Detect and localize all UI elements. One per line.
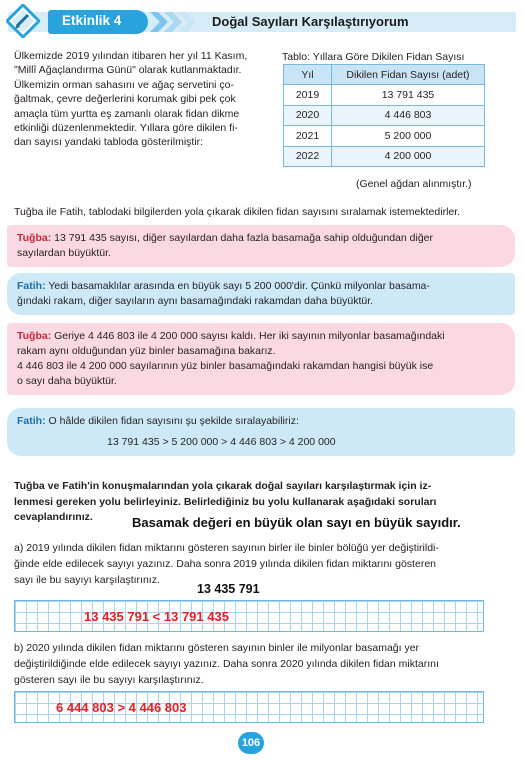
year-cell: 2021: [284, 126, 332, 147]
intro-line: ğaltmak, çevre değerlerini korumak gibi pek çok: [14, 93, 236, 106]
speaker-name: Fatih:: [17, 280, 46, 292]
answer-a: 13 435 791 < 13 791 435: [84, 609, 229, 624]
dialog-line: O hâlde dikilen fidan sayısını şu şekilde sıralayabiliriz:: [48, 415, 299, 427]
handwritten-number: 13 435 791: [197, 582, 260, 596]
count-cell: 5 200 000: [332, 126, 485, 147]
table-row: [284, 105, 485, 126]
dialog-line: 13 791 435 sayısı, diğer sayılardan daha fazla basamağa sahip olduğundan diğer: [54, 232, 433, 244]
dialog-line: rakam aynı olduğundan yüz binler basamağına bakarız.: [17, 345, 276, 357]
dialog-line: o sayı daha büyüktür.: [17, 375, 117, 387]
pencil-badge-icon: [6, 4, 40, 38]
ordering-line: 13 791 435 > 5 200 000 > 4 446 803 > 4 200 000: [107, 436, 336, 448]
table-source: (Genel ağdan alınmıştır.): [356, 178, 472, 190]
intro-paragraph: [14, 49, 276, 150]
dialog-bubble-tugba: [7, 323, 515, 395]
speaker-name: Tuğba:: [17, 330, 52, 342]
dialog-bubble-fatih: [7, 273, 515, 315]
question-line: ğinde elde edilecek sayıyı yazınız. Daha sonra 2019 yılında dikilen fidan miktarını gösteren: [14, 558, 436, 570]
table-row: [284, 126, 485, 147]
dialog-line: Geriye 4 446 803 ile 4 200 000 sayısı kaldı. Her iki sayının milyonlar basamağındaki: [54, 330, 445, 342]
handwritten-rule: Basamak değeri en büyük olan sayı en büyük sayıdır.: [132, 515, 461, 530]
sapling-table: [283, 64, 485, 167]
question-a: [14, 540, 439, 588]
activity-tab: [48, 10, 148, 34]
lead-sentence: Tuğba ile Fatih, tablodaki bilgilerden yola çıkarak dikilen fidan sayısını sıralamak istemektedirler.: [14, 206, 461, 218]
intro-line: etkinliği düzenlenmektedir. Yıllara göre dikilen fi-: [14, 122, 238, 135]
question-line: sayı ile bu sayıyı karşılaştırınız.: [14, 574, 160, 586]
intro-line: Ülkemizin orman sahasını ve ağaç servetini ço-: [14, 78, 235, 91]
dialog-line: sayılardan büyüktür.: [17, 247, 111, 259]
header-arrows-icon: [150, 12, 200, 32]
intro-line: Ülkemizde 2019 yılından itibaren her yıl 11 Kasım,: [14, 50, 248, 62]
activity-label: Etkinlik 4: [62, 13, 122, 28]
question-line: a) 2019 yılında dikilen fidan miktarını gösteren sayının birler ile binler bölüğü yer değiştirildi-: [14, 542, 439, 554]
count-cell: 4 446 803: [332, 105, 485, 126]
speaker-name: Fatih:: [17, 415, 46, 427]
year-cell: 2022: [284, 146, 332, 167]
task-line: cevaplandırınız.: [14, 511, 93, 523]
task-line: lenmesi gereken yolu belirleyiniz. Belirlediğiniz bu yolu kullanarak aşağıdaki soruları: [14, 495, 437, 508]
table-row: [284, 146, 485, 167]
year-cell: 2020: [284, 105, 332, 126]
table-row: [284, 85, 485, 106]
intro-line: dan sayısı yandaki tabloda gösterilmiştir:: [14, 136, 204, 149]
column-header-count: Dikilen Fidan Sayısı (adet): [332, 65, 485, 85]
question-b: [14, 640, 439, 688]
speaker-name: Tuğba:: [17, 232, 52, 244]
question-line: değiştirildiğinde elde edilecek sayıyı yazınız. Daha sonra 2020 yılında dikilen fidan miktarını: [14, 658, 439, 670]
activity-header: [0, 0, 523, 44]
count-cell: 13 791 435: [332, 85, 485, 106]
intro-line: "Millî Ağaçlandırma Günü" olarak kutlanmaktadır.: [14, 64, 242, 77]
dialog-bubble-tugba: [7, 225, 515, 267]
year-cell: 2019: [284, 85, 332, 106]
dialog-line: ğındaki rakam, diğer sayıların aynı basamağındaki rakamdan daha büyüktür.: [17, 295, 374, 307]
task-line: Tuğba ve Fatih'in konuşmalarından yola çıkarak doğal sayıları karşılaştırmak için iz-: [14, 480, 432, 492]
table-caption: Tablo: Yıllara Göre Dikilen Fidan Sayısı: [282, 51, 465, 63]
dialog-line: Yedi basamaklılar arasında en büyük sayı 5 200 000'dir. Çünkü milyonlar basama-: [48, 280, 430, 292]
dialog-line: 4 446 803 ile 4 200 000 sayılarının yüz binler basamağındaki rakamdan hangisi büyük ise: [17, 360, 434, 372]
dialog-bubble-fatih: [7, 408, 515, 456]
column-header-year: Yıl: [284, 65, 332, 85]
intro-line: amaçla tüm yurtta eş zamanlı olarak fidan dikme: [14, 107, 240, 120]
page-number: 106: [238, 732, 264, 754]
question-line: gösteren sayı ile bu sayıyı karşılaştırınız.: [14, 674, 204, 686]
count-cell: 4 200 000: [332, 146, 485, 167]
page-title: Doğal Sayıları Karşılaştırıyorum: [212, 14, 409, 29]
question-line: b) 2020 yılında dikilen fidan miktarını gösteren sayının binler ile milyonlar basamağı yer: [14, 642, 420, 654]
answer-b: 6 444 803 > 4 446 803: [56, 700, 187, 715]
